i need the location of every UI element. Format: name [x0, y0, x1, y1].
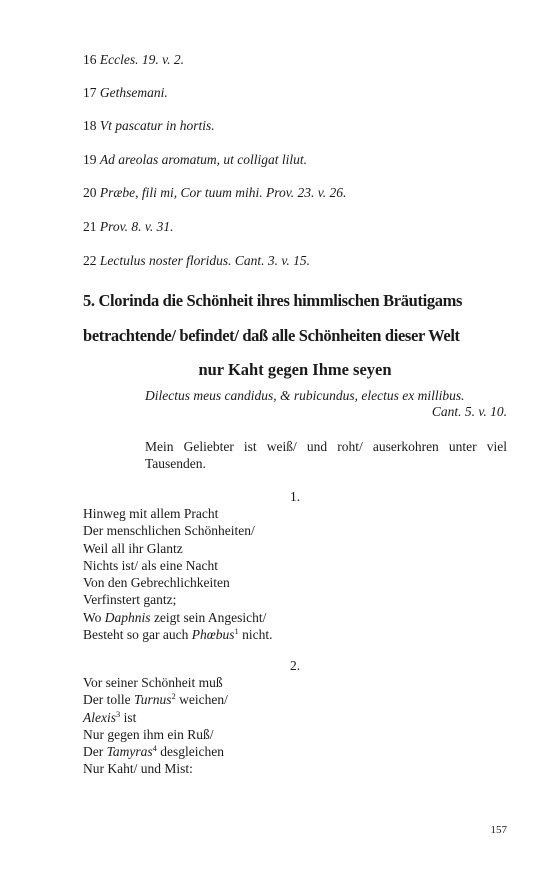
footnote: 19 Ad areolas aromatum, ut colligat lilut. — [83, 152, 307, 167]
stanza-2 — [83, 674, 228, 778]
footnote-ref: 2 — [171, 691, 176, 702]
footnote: 18 Vt pascatur in hortis. — [83, 118, 215, 133]
motto-line-1: Dilectus meus candidus, & rubicundus, electus ex millibus. — [145, 388, 465, 403]
verse-line: Der tolle Turnus$^2$ weichen/ — [83, 691, 228, 708]
verse-line: Hinweg mit allem Pracht — [83, 506, 219, 521]
verse-line: Der Tamyras$^4$ desgleichen — [83, 743, 225, 760]
footnote-ref: 1 — [234, 626, 239, 637]
section-heading-line-3: nur Kaht gegen Ihme seyen — [198, 360, 392, 379]
verse-line: Wo Daphnis zeigt sein Angesicht/ — [83, 609, 267, 625]
motto-translation: Mein Geliebter ist weiß/ und roht/ auserkohren unter viel Tausenden. — [145, 439, 507, 471]
stanza-number: 2. — [289, 658, 301, 673]
verse-line: Verfinstert gantz; — [83, 592, 177, 608]
section-heading-line-1: 5. Clorinda die Schönheit ihres himmlischen Bräutigams — [83, 291, 463, 310]
latin-motto — [145, 388, 507, 420]
footnote: 16 Eccles. 19. v. 2. — [83, 52, 184, 67]
footnote-ref: 3 — [116, 708, 121, 719]
page-number: 157 — [490, 824, 507, 836]
section-heading-line-2: betrachtende/ befindet/ daß alle Schönheiten dieser Welt — [83, 326, 460, 345]
verse-line: Nichts ist/ als eine Nacht — [83, 557, 218, 573]
verse-line: Nur Kaht/ und Mist: — [83, 761, 193, 777]
verse-line: Besteht so gar auch Phœbus$^1$ nicht. — [83, 626, 273, 643]
footnote: 17 Gethsemani. — [83, 85, 168, 100]
footnote: 21 Prov. 8. v. 31. — [83, 219, 174, 234]
verse-line: Der menschlichen Schönheiten/ — [83, 523, 255, 539]
footnote: 22 Lectulus noster floridus. Cant. 3. v. 15. — [83, 253, 311, 268]
verse-line: Vor seiner Schönheit muß — [83, 675, 223, 690]
stanza-1 — [83, 505, 272, 643]
footnote: 20 Præbe, fili mi, Cor tuum mihi. Prov. 23. v. 26. — [83, 185, 347, 200]
stanza-number: 1. — [289, 489, 301, 504]
motto-citation: Cant. 5. v. 10. — [431, 404, 507, 419]
verse-line: Von den Gebrechlichkeiten — [83, 575, 230, 591]
footnote-ref: 4 — [152, 743, 157, 754]
verse-line: Alexis$^3$ ist — [83, 708, 137, 725]
verse-line: Weil all ihr Glantz — [83, 540, 183, 556]
verse-line: Nur gegen ihm ein Ruß/ — [83, 726, 214, 742]
